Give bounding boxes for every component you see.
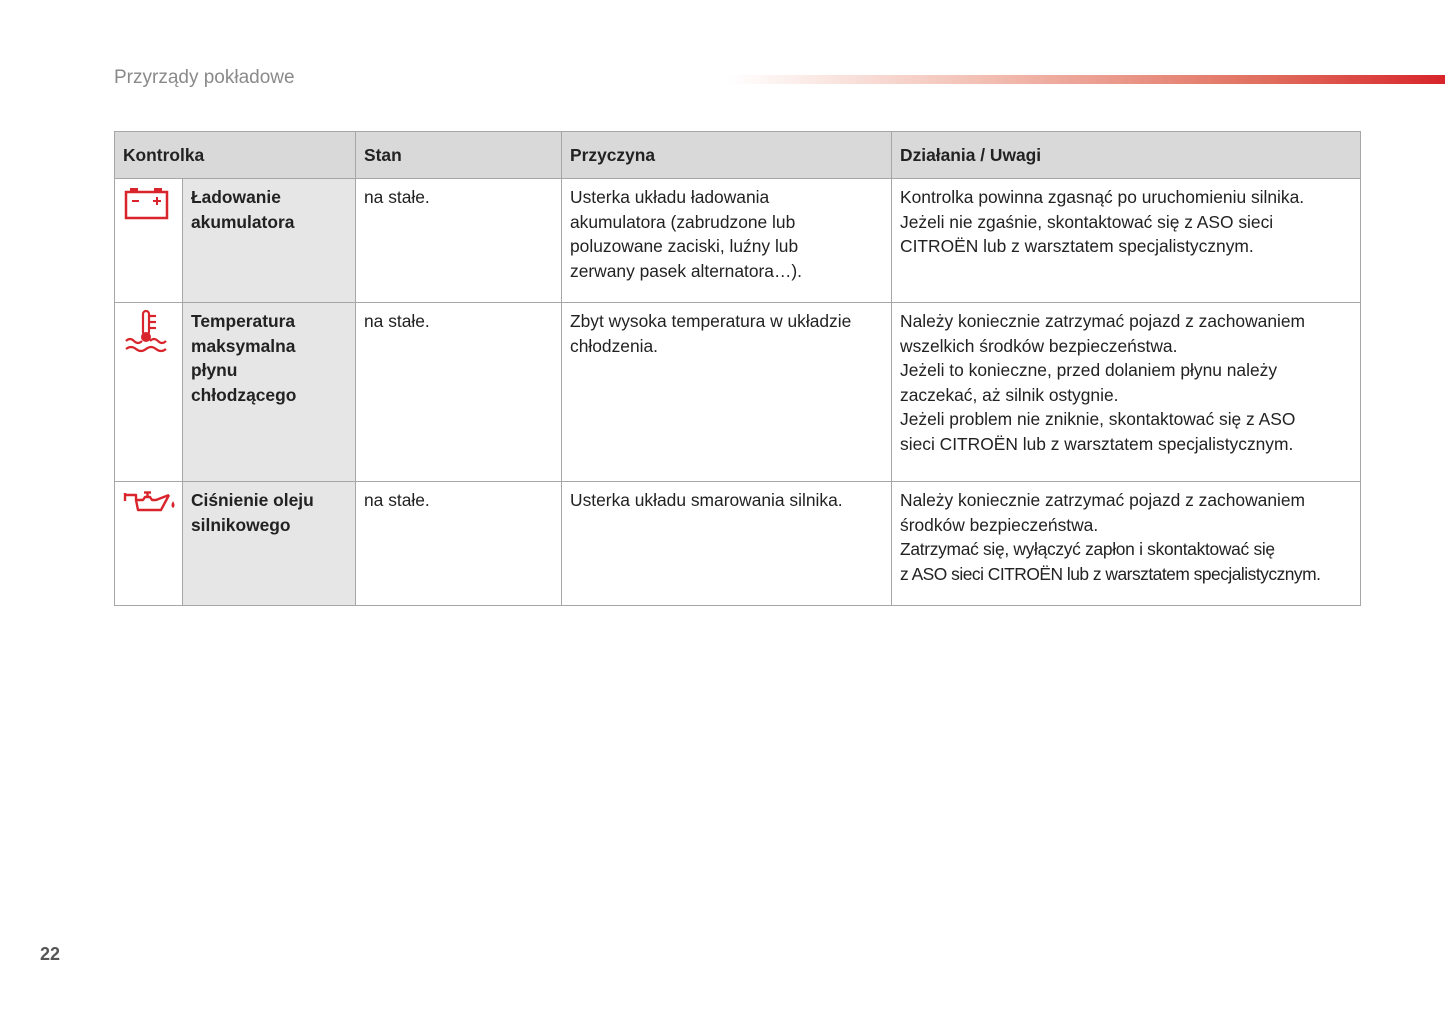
cause-line: Usterka układu ładowania <box>570 187 770 207</box>
warning-name-line: Ładowanie <box>191 187 281 207</box>
warning-name-line: Temperatura <box>191 311 296 331</box>
action-line: Jeżeli to konieczne, przed dolaniem płynu należy <box>900 360 1278 380</box>
warning-name-cell <box>183 303 356 482</box>
column-header-kontrolka: Kontrolka <box>115 132 356 179</box>
state-cell: na stałe. <box>356 482 562 606</box>
action-line: Należy koniecznie zatrzymać pojazd z zachowaniem <box>900 311 1306 331</box>
cause-cell <box>562 179 892 303</box>
action-line: z ASO sieci CITROËN lub z warsztatem specjalistycznym. <box>900 563 1321 584</box>
action-line: zaczekać, aż silnik ostygnie. <box>900 384 1119 405</box>
column-header-stan: Stan <box>356 132 562 179</box>
table-row <box>115 482 1361 606</box>
section-title: Przyrządy pokładowe <box>114 67 295 88</box>
state-cell: na stałe. <box>356 303 562 482</box>
column-header-dzialania: Działania / Uwagi <box>892 132 1361 179</box>
cause-line: chłodzenia. <box>570 335 658 356</box>
action-cell <box>892 482 1361 606</box>
icon-cell <box>115 482 183 606</box>
action-cell <box>892 179 1361 303</box>
action-line: sieci CITROËN lub z warsztatem specjalistycznym. <box>900 433 1294 454</box>
cause-line: Usterka układu smarowania silnika. <box>570 490 843 510</box>
action-line: CITROËN lub z warsztatem specjalistycznym. <box>900 236 1254 256</box>
column-header-przyczyna: Przyczyna <box>562 132 892 179</box>
table-row <box>115 303 1361 482</box>
warning-name-line: maksymalna <box>191 335 296 356</box>
cause-cell <box>562 482 892 606</box>
icon-cell <box>115 303 183 482</box>
action-cell <box>892 303 1361 482</box>
action-line: Należy koniecznie zatrzymać pojazd z zachowaniem <box>900 490 1306 510</box>
page-number: 22 <box>40 944 61 964</box>
battery-icon <box>123 185 171 221</box>
action-line: Jeżeli problem nie zniknie, skontaktować się z ASO <box>900 409 1296 429</box>
header-accent-bar <box>728 75 1445 84</box>
cause-line: akumulatora (zabrudzone lub <box>570 211 796 232</box>
warning-name-cell <box>183 179 356 303</box>
table-row <box>115 179 1361 303</box>
action-line: Kontrolka powinna zgasnąć po uruchomieniu silnika. <box>900 187 1305 207</box>
state-cell: na stałe. <box>356 179 562 303</box>
warning-name-cell <box>183 482 356 606</box>
cause-line: zerwany pasek alternatora…). <box>570 260 802 281</box>
action-line: środków bezpieczeństwa. <box>900 514 1099 535</box>
warning-name-line: silnikowego <box>191 514 291 535</box>
warning-name-line: płynu <box>191 360 238 380</box>
table-header-row <box>115 132 1361 179</box>
warning-name-line: akumulatora <box>191 211 295 232</box>
cause-line: poluzowane zaciski, luźny lub <box>570 236 799 256</box>
warning-name-line: chłodzącego <box>191 384 297 405</box>
coolant-temperature-icon <box>123 309 171 357</box>
action-line: Zatrzymać się, wyłączyć zapłon i skontaktować się <box>900 539 1275 559</box>
oil-pressure-icon <box>123 488 179 518</box>
warning-lights-table <box>114 131 1361 606</box>
cause-cell <box>562 303 892 482</box>
action-line: wszelkich środków bezpieczeństwa. <box>900 335 1178 356</box>
icon-cell <box>115 179 183 303</box>
warning-name-line: Ciśnienie oleju <box>191 490 314 510</box>
cause-line: Zbyt wysoka temperatura w układzie <box>570 311 852 331</box>
action-line: Jeżeli nie zgaśnie, skontaktować się z ASO sieci <box>900 211 1274 232</box>
